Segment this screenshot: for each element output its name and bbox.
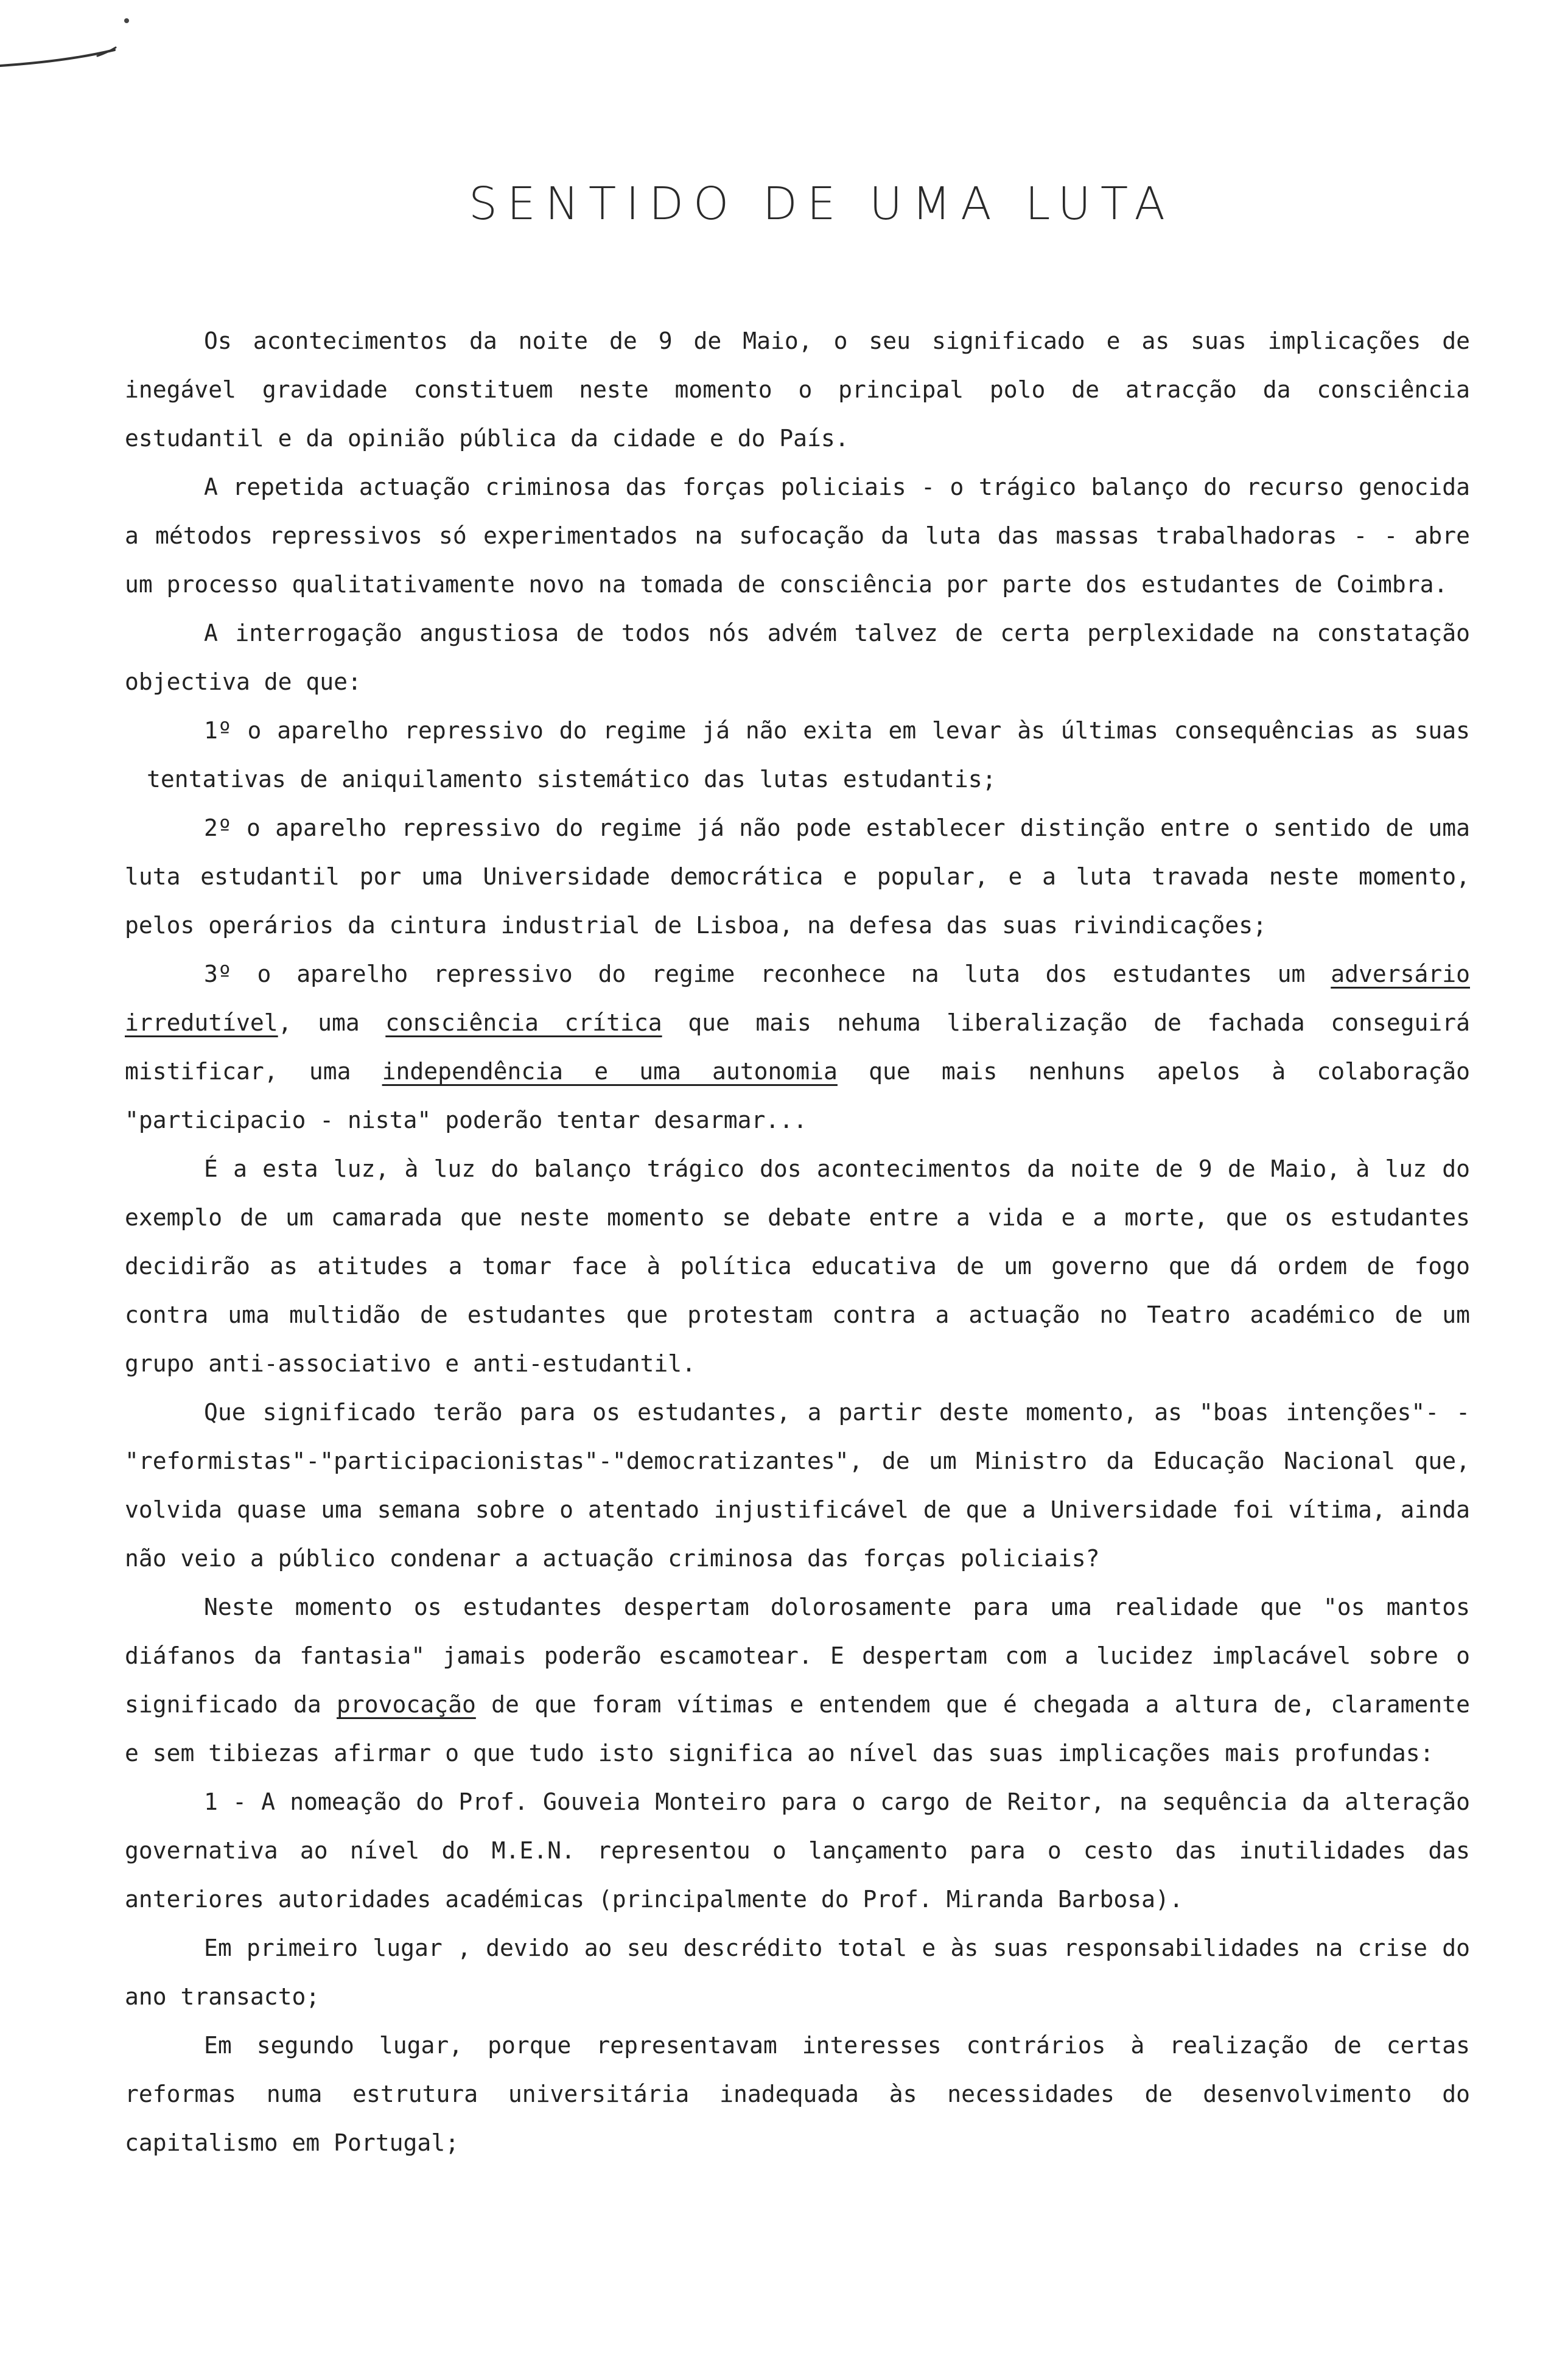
underlined-phrase-adversario: adversário irredutível — [125, 961, 1470, 1036]
paragraph-6-text-a: Neste momento os estudantes despertam dolorosamente para uma realidade que "os mantos diáfanos da fantasia" jamais poderão escamotear. E despertam com a lucidez implacável sobre o significado da — [125, 1594, 1470, 1718]
paragraph-2: A repetida actuação criminosa das forças policiais - o trágico balanço do recurso genocida a métodos repressivos só experimentados na sufocação da luta das massas trabalhadoras - - abre um processo qualitativamente novo na tomada de consciência por parte dos estudantes de Coimbra. — [125, 474, 1470, 598]
paragraph-4: É a esta luz, à luz do balanço trágico dos acontecimentos da noite de 9 de Maio, à luz do exemplo de um camarada que neste momento se debate entre a vida e a morte, que os estudantes decidirão as atitudes a tomar face à política educativa de um governo que dá ordem de fogo contra uma multidão de estudantes que protestam contra a actuação no Teatro académico de um grupo anti-associativo e anti-estudantil. — [125, 1155, 1470, 1377]
list-item-3-text-a: 3º o aparelho repressivo do regime reconhece na luta dos estudantes um — [204, 961, 1331, 987]
underlined-word-provocacao: provocação — [337, 1691, 476, 1718]
list-item-2: 2º o aparelho repressivo do regime já não pode establecer distinção entre o sentido de uma luta estudantil por uma Universidade democrática e popular, e a luta travada neste momento, pelos operários da cintura industrial de Lisboa, na defesa das suas rivindicações; — [125, 814, 1470, 939]
list-item-1: 1º o aparelho repressivo do regime já não exita em levar às últimas consequências as suas tentativas de aniquilamento sistemático das lutas estudantis; — [147, 717, 1470, 793]
paragraph-3: A interrogação angustiosa de todos nós advém talvez de certa perplexidade na constatação objectiva de que: — [125, 620, 1470, 695]
list-item-3 — [125, 950, 1470, 1144]
list-item-3-text-d: que mais nenhuns apelos à colaboração "participacio - nista" poderão tentar desarmar... — [125, 1058, 1470, 1133]
underlined-phrase-consciencia: consciência crítica — [385, 1009, 662, 1036]
paragraph-7: 1 - A nomeação do Prof. Gouveia Monteiro para o cargo de Reitor, na sequência da alteração governativa ao nível do M.E.N. representou o lançamento para o cesto das inutilidades das anteriores autoridades académicas (principalmente do Prof. Miranda Barbosa). — [125, 1788, 1470, 1913]
list-item-3-text-b: , uma — [278, 1009, 386, 1036]
paragraph-1: Os acontecimentos da noite de 9 de Maio, o seu significado e as suas implicações de inegável gravidade constituem neste momento o principal polo de atracção da consciência estudantil e da opinião pública da cidade e do País. — [125, 327, 1470, 452]
paragraph-6 — [125, 1583, 1470, 1777]
page-title: SENTIDO DE UMA LUTA — [468, 178, 1175, 230]
paragraph-6-text-b: de que foram vítimas e entendem que é chegada a altura de, claramente e sem tibiezas afirmar o que tudo isto significa ao nível das suas implicações mais profundas: — [125, 1691, 1470, 1767]
document-body — [125, 317, 1470, 2167]
underlined-phrase-independencia: independência e uma autonomia — [382, 1058, 838, 1085]
list-item-3-text-c: que mais nehuma liberalização de fachada conseguirá mistificar, uma — [125, 1009, 1470, 1085]
pen-stroke-mark — [0, 0, 158, 85]
paragraph-9: Em segundo lugar, porque representavam interesses contrários à realização de certas reformas numa estrutura universitária inadequada às necessidades de desenvolvimento do capitalismo em Portugal; — [125, 2032, 1470, 2156]
paragraph-8: Em primeiro lugar , devido ao seu descrédito total e às suas responsabilidades na crise do ano transacto; — [125, 1935, 1470, 2010]
paragraph-5: Que significado terão para os estudantes, a partir deste momento, as "boas intenções"- - "reformistas"-"participacionistas"-"democratizantes", de um Ministro da Educação Nacional que, volvida quase uma semana sobre o atentado injustificável de que a Universidade foi vítima, ainda não veio a público condenar a actuação criminosa das forças policiais? — [125, 1399, 1470, 1572]
